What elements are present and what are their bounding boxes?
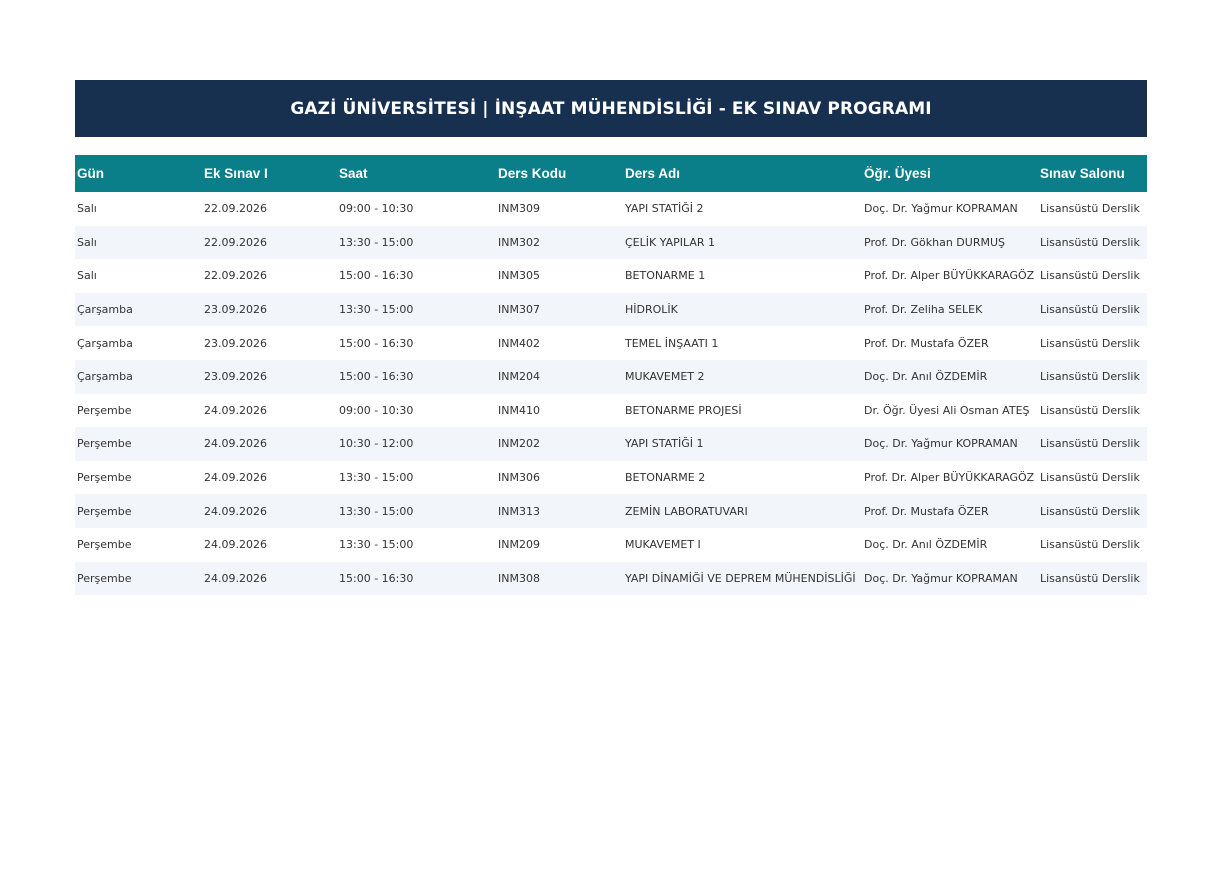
course-code-cell: INM402	[498, 336, 540, 350]
time-cell: 15:00 - 16:30	[339, 370, 414, 384]
day-cell: Salı	[77, 202, 97, 216]
date-cell: 23.09.2026	[204, 303, 267, 317]
course-name-cell: TEMEL İNŞAATI 1	[625, 336, 719, 350]
column-header-gun: Gün	[77, 166, 104, 181]
header-row	[75, 155, 1147, 192]
time-cell: 13:30 - 15:00	[339, 504, 414, 518]
room-cell: Lisansüstü Derslik	[1040, 571, 1140, 585]
date-cell: 24.09.2026	[204, 403, 267, 417]
course-name-cell: MUKAVEMET 2	[625, 370, 705, 384]
date-cell: 24.09.2026	[204, 538, 267, 552]
course-name-cell: BETONARME PROJESİ	[625, 403, 742, 417]
room-cell: Lisansüstü Derslik	[1040, 504, 1140, 518]
day-cell: Salı	[77, 235, 97, 249]
date-cell: 22.09.2026	[204, 269, 267, 283]
course-code-cell: INM306	[498, 471, 540, 485]
room-cell: Lisansüstü Derslik	[1040, 437, 1140, 451]
instructor-cell: Prof. Dr. Gökhan DURMUŞ	[864, 235, 1005, 249]
day-cell: Perşembe	[77, 403, 132, 417]
day-cell: Salı	[77, 269, 97, 283]
course-name-cell: MUKAVEMET I	[625, 538, 701, 552]
date-cell: 24.09.2026	[204, 471, 267, 485]
course-name-cell: ZEMİN LABORATUVARI	[625, 504, 748, 518]
course-code-cell: INM204	[498, 370, 540, 384]
room-cell: Lisansüstü Derslik	[1040, 269, 1140, 283]
table-row	[75, 494, 1147, 528]
table-row	[75, 226, 1147, 260]
day-cell: Perşembe	[77, 538, 132, 552]
room-cell: Lisansüstü Derslik	[1040, 303, 1140, 317]
instructor-cell: Prof. Dr. Mustafa ÖZER	[864, 504, 989, 518]
room-cell: Lisansüstü Derslik	[1040, 471, 1140, 485]
day-cell: Çarşamba	[77, 370, 133, 384]
date-cell: 24.09.2026	[204, 571, 267, 585]
table-row	[75, 528, 1147, 562]
date-cell: 23.09.2026	[204, 336, 267, 350]
course-code-cell: INM302	[498, 235, 540, 249]
table-row	[75, 192, 1147, 226]
instructor-cell: Prof. Dr. Alper BÜYÜKKARAGÖZ	[864, 471, 1035, 485]
instructor-cell: Doç. Dr. Yağmur KOPRAMAN	[864, 571, 1018, 585]
table-row	[75, 360, 1147, 394]
title-banner	[75, 80, 1147, 137]
time-cell: 13:30 - 15:00	[339, 235, 414, 249]
day-cell: Perşembe	[77, 571, 132, 585]
room-cell: Lisansüstü Derslik	[1040, 370, 1140, 384]
time-cell: 15:00 - 16:30	[339, 571, 414, 585]
course-name-cell: BETONARME 1	[625, 269, 706, 283]
course-code-cell: INM313	[498, 504, 540, 518]
day-cell: Çarşamba	[77, 336, 133, 350]
course-name-cell: HİDROLİK	[625, 303, 678, 317]
column-header-ogr-uyesi: Öğr. Üyesi	[864, 166, 931, 181]
date-cell: 23.09.2026	[204, 370, 267, 384]
date-cell: 24.09.2026	[204, 437, 267, 451]
page-title: GAZİ ÜNİVERSİTESİ | İNŞAAT MÜHENDİSLİĞİ - EK SINAV PROGRAMI	[290, 98, 932, 119]
course-code-cell: INM305	[498, 269, 540, 283]
course-code-cell: INM307	[498, 303, 540, 317]
room-cell: Lisansüstü Derslik	[1040, 538, 1140, 552]
column-header-saat: Saat	[339, 166, 368, 181]
table-row	[75, 394, 1147, 428]
column-header-sinav-salonu: Sınav Salonu	[1040, 166, 1125, 181]
table-body	[75, 192, 1147, 595]
course-name-cell: ÇELİK YAPILAR 1	[625, 235, 716, 249]
column-header-ders-kodu: Ders Kodu	[498, 166, 567, 181]
table-row	[75, 461, 1147, 495]
table-header	[75, 155, 1147, 192]
instructor-cell: Prof. Dr. Zeliha SELEK	[864, 303, 983, 317]
table-row	[75, 293, 1147, 327]
room-cell: Lisansüstü Derslik	[1040, 235, 1140, 249]
table-row	[75, 427, 1147, 461]
date-cell: 24.09.2026	[204, 504, 267, 518]
instructor-cell: Doç. Dr. Anıl ÖZDEMİR	[864, 538, 988, 552]
time-cell: 09:00 - 10:30	[339, 202, 414, 216]
day-cell: Perşembe	[77, 504, 132, 518]
instructor-cell: Dr. Öğr. Üyesi Ali Osman ATEŞ	[864, 403, 1030, 417]
day-cell: Çarşamba	[77, 303, 133, 317]
exam-schedule-table	[75, 155, 1147, 595]
time-cell: 15:00 - 16:30	[339, 269, 414, 283]
instructor-cell: Doç. Dr. Yağmur KOPRAMAN	[864, 437, 1018, 451]
room-cell: Lisansüstü Derslik	[1040, 403, 1140, 417]
time-cell: 10:30 - 12:00	[339, 437, 414, 451]
instructor-cell: Prof. Dr. Mustafa ÖZER	[864, 336, 989, 350]
course-code-cell: INM410	[498, 403, 540, 417]
course-code-cell: INM209	[498, 538, 540, 552]
table-row	[75, 562, 1147, 596]
date-cell: 22.09.2026	[204, 202, 267, 216]
course-name-cell: YAPI STATİĞİ 1	[625, 437, 704, 451]
room-cell: Lisansüstü Derslik	[1040, 336, 1140, 350]
course-code-cell: INM202	[498, 437, 540, 451]
table-row	[75, 259, 1147, 293]
time-cell: 15:00 - 16:30	[339, 336, 414, 350]
time-cell: 09:00 - 10:30	[339, 403, 414, 417]
day-cell: Perşembe	[77, 437, 132, 451]
column-header-ders-adi: Ders Adı	[625, 166, 681, 181]
date-cell: 22.09.2026	[204, 235, 267, 249]
course-name-cell: YAPI STATİĞİ 2	[625, 202, 704, 216]
time-cell: 13:30 - 15:00	[339, 538, 414, 552]
course-code-cell: INM308	[498, 571, 540, 585]
instructor-cell: Doç. Dr. Yağmur KOPRAMAN	[864, 202, 1018, 216]
table-row	[75, 326, 1147, 360]
time-cell: 13:30 - 15:00	[339, 471, 414, 485]
instructor-cell: Doç. Dr. Anıl ÖZDEMİR	[864, 370, 988, 384]
day-cell: Perşembe	[77, 471, 132, 485]
instructor-cell: Prof. Dr. Alper BÜYÜKKARAGÖZ	[864, 269, 1035, 283]
course-code-cell: INM309	[498, 202, 540, 216]
course-name-cell: YAPI DİNAMİĞİ VE DEPREM MÜHENDİSLİĞİ	[625, 571, 856, 585]
time-cell: 13:30 - 15:00	[339, 303, 414, 317]
course-name-cell: BETONARME 2	[625, 471, 706, 485]
room-cell: Lisansüstü Derslik	[1040, 202, 1140, 216]
column-header-ek-sinav: Ek Sınav I	[204, 166, 268, 181]
